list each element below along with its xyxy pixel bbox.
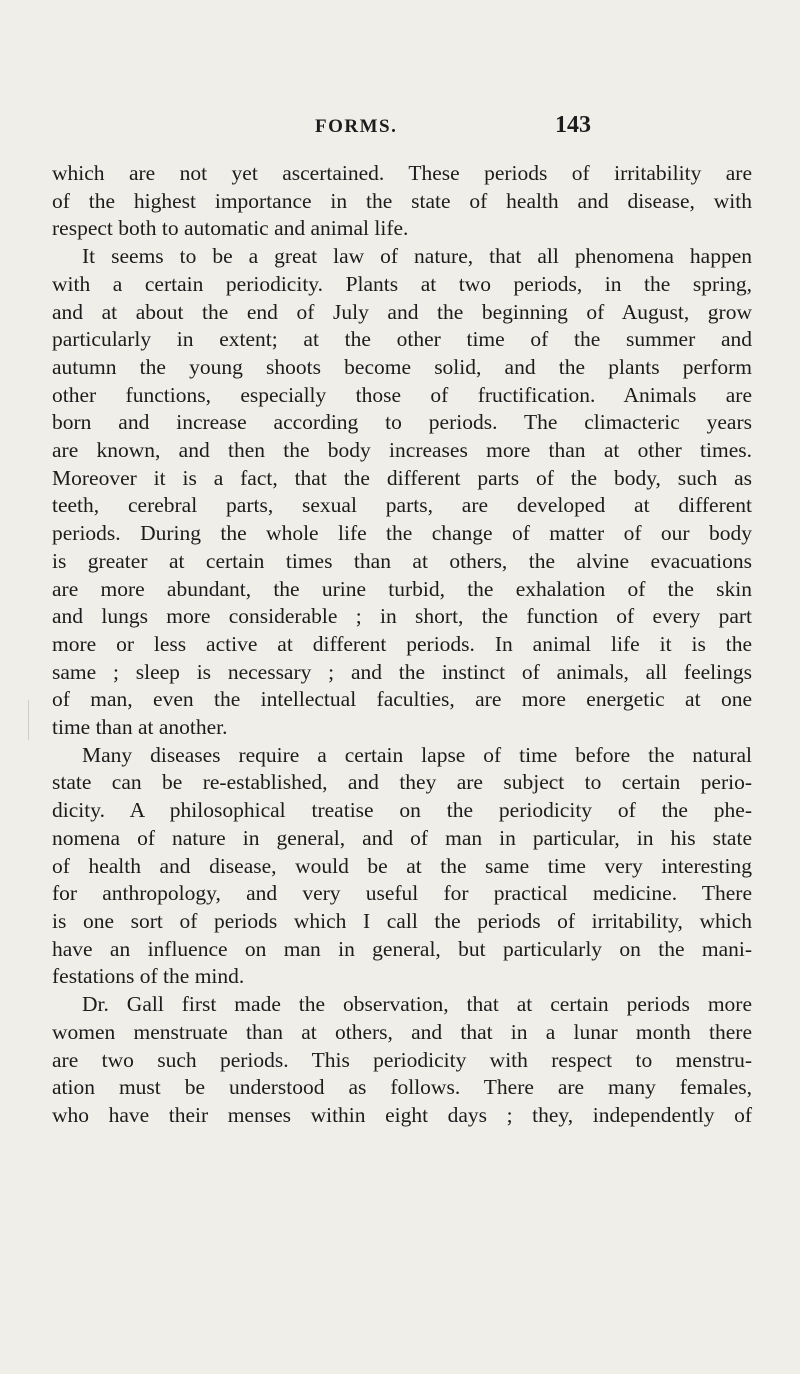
text-line: other functions, especially those of fructification. Animals are: [52, 382, 752, 407]
text-line: which are not yet ascertained. These periods of irritability are: [52, 161, 752, 185]
running-head: [315, 112, 800, 144]
text-line: Dr. Gall first made the observation, that at certain periods more: [82, 992, 752, 1017]
page-number: 143: [555, 112, 591, 138]
text-line: who have their menses within eight days ; they, independently of: [52, 1102, 752, 1127]
text-line: periods. During the whole life the change of matter of our body: [52, 521, 752, 546]
text-line: same ; sleep is necessary ; and the instinct of animals, all feelings: [52, 659, 752, 684]
body-text: [52, 160, 752, 1130]
text-line: are known, and then the body increases more than at other times.: [52, 438, 752, 463]
text-line: autumn the young shoots become solid, and the plants perform: [52, 354, 752, 379]
text-line: time than at another.: [52, 715, 228, 740]
running-title: FORMS.: [315, 116, 398, 137]
text-line: respect both to automatic and animal life.: [52, 216, 409, 241]
scan-mark: [28, 700, 29, 740]
text-line: teeth, cerebral parts, sexual parts, are developed at different: [52, 493, 752, 518]
text-line: It seems to be a great law of nature, that all phenomena happen: [82, 244, 752, 269]
text-line: have an influence on man in general, but particularly on the mani-: [52, 936, 752, 961]
text-line: and lungs more considerable ; in short, the function of every part: [52, 604, 752, 629]
text-line: dicity. A philosophical treatise on the periodicity of the phe-: [52, 798, 752, 823]
text-line: particularly in extent; at the other time of the summer and: [52, 327, 752, 352]
text-line: with a certain periodicity. Plants at two periods, in the spring,: [52, 271, 752, 296]
text-line: of man, even the intellectual faculties, are more energetic at one: [52, 687, 752, 712]
text-line: Many diseases require a certain lapse of time before the natural: [82, 742, 752, 767]
text-line: nomena of nature in general, and of man in particular, in his state: [52, 825, 752, 850]
text-line: is greater at certain times than at others, the alvine evacuations: [52, 548, 752, 573]
text-line: are more abundant, the urine turbid, the exhalation of the skin: [52, 576, 752, 601]
text-line: are two such periods. This periodicity with respect to menstru-: [52, 1047, 752, 1072]
text-line: for anthropology, and very useful for practical medicine. There: [52, 881, 752, 906]
text-line: state can be re-established, and they are subject to certain perio-: [52, 770, 752, 795]
text-line: of the highest importance in the state of health and disease, with: [52, 188, 752, 213]
text-line: is one sort of periods which I call the periods of irritability, which: [52, 908, 752, 933]
text-line: ation must be understood as follows. There are many females,: [52, 1075, 752, 1100]
text-line: more or less active at different periods. In animal life it is the: [52, 631, 752, 656]
text-line: festations of the mind.: [52, 964, 245, 989]
text-line: and at about the end of July and the beginning of August, grow: [52, 299, 752, 324]
text-line: women menstruate than at others, and that in a lunar month there: [52, 1019, 752, 1044]
text-line: of health and disease, would be at the same time very interesting: [52, 853, 752, 878]
text-line: Moreover it is a fact, that the different parts of the body, such as: [52, 465, 752, 490]
text-line: born and increase according to periods. The climacteric years: [52, 410, 752, 435]
